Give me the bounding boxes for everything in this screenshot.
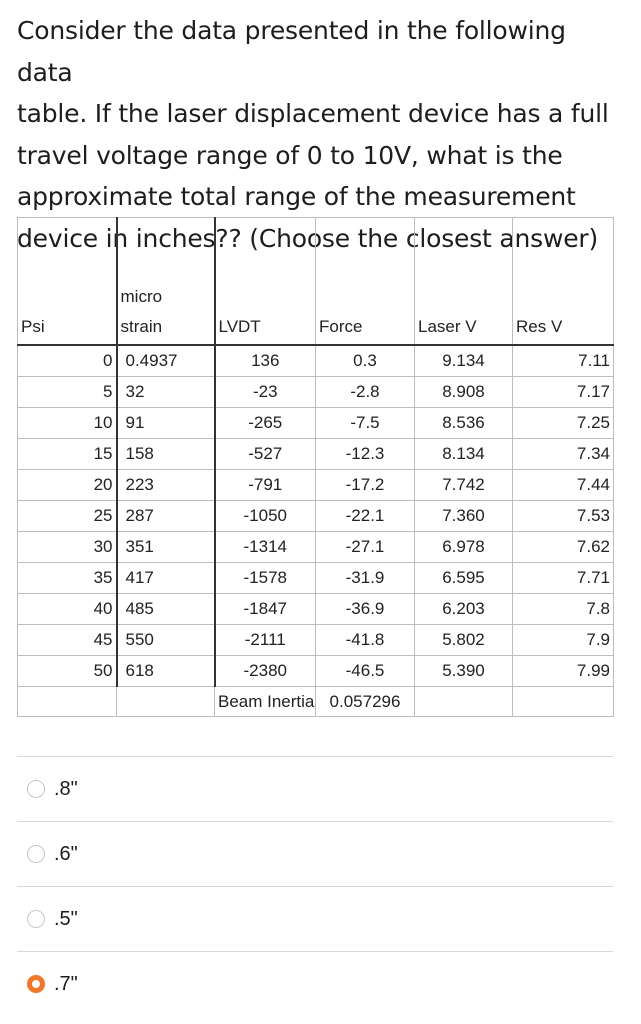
cell-res-v: 7.25 — [513, 408, 614, 439]
cell-lvdt: -1314 — [215, 532, 316, 563]
table-row — [18, 501, 614, 532]
question-line: Consider the data presented in the following data — [17, 16, 566, 87]
cell-force: -31.9 — [316, 563, 415, 594]
answer-option-label: .6" — [54, 842, 78, 865]
cell-lvdt: -2111 — [215, 625, 316, 656]
cell-force: -17.2 — [316, 470, 415, 501]
cell-laser-v: 9.134 — [415, 345, 513, 377]
table-row — [18, 408, 614, 439]
answer-option-label: .5" — [54, 907, 78, 930]
cell-lvdt: -1050 — [215, 501, 316, 532]
header-laser-v: Laser V — [415, 218, 513, 346]
table-row — [18, 470, 614, 501]
cell-laser-v: 6.595 — [415, 563, 513, 594]
cell-microstrain: 351 — [117, 532, 215, 563]
cell-psi: 35 — [18, 563, 117, 594]
table-row — [18, 656, 614, 687]
cell-empty — [415, 687, 513, 717]
beam-inertia-label: Beam Inertia — [215, 687, 316, 717]
cell-laser-v: 5.802 — [415, 625, 513, 656]
cell-microstrain: 618 — [117, 656, 215, 687]
question-line: travel voltage range of 0 to 10V, what is the — [17, 140, 563, 170]
answer-option[interactable] — [17, 821, 613, 886]
cell-microstrain: 485 — [117, 594, 215, 625]
cell-lvdt: -791 — [215, 470, 316, 501]
table-row — [18, 345, 614, 377]
cell-empty — [18, 687, 117, 717]
header-lvdt: LVDT — [215, 218, 316, 346]
header-microstrain-line2: strain — [120, 317, 163, 336]
table-row — [18, 625, 614, 656]
cell-force: -36.9 — [316, 594, 415, 625]
question-line: approximate total range of the measurement — [17, 182, 576, 211]
cell-force: -46.5 — [316, 656, 415, 687]
cell-res-v: 7.53 — [513, 501, 614, 532]
table-footer-row — [18, 687, 614, 717]
answer-option[interactable] — [17, 951, 613, 1016]
cell-microstrain: 158 — [117, 439, 215, 470]
cell-res-v: 7.11 — [513, 345, 614, 377]
radio-button[interactable] — [27, 780, 45, 798]
header-force: Force — [316, 218, 415, 346]
cell-res-v: 7.9 — [513, 625, 614, 656]
table-row — [18, 377, 614, 408]
cell-laser-v: 8.908 — [415, 377, 513, 408]
cell-res-v: 7.44 — [513, 470, 614, 501]
cell-microstrain: 287 — [117, 501, 215, 532]
radio-button[interactable] — [27, 910, 45, 928]
cell-force: -41.8 — [316, 625, 415, 656]
cell-lvdt: -1847 — [215, 594, 316, 625]
cell-lvdt: -527 — [215, 439, 316, 470]
cell-microstrain: 550 — [117, 625, 215, 656]
header-microstrain-line1: micro — [120, 287, 163, 306]
table-row — [18, 532, 614, 563]
radio-selected[interactable] — [27, 975, 45, 993]
cell-laser-v: 5.390 — [415, 656, 513, 687]
cell-psi: 30 — [18, 532, 117, 563]
cell-force: -2.8 — [316, 377, 415, 408]
cell-psi: 50 — [18, 656, 117, 687]
cell-res-v: 7.99 — [513, 656, 614, 687]
answer-option[interactable] — [17, 756, 613, 821]
beam-inertia-value: 0.057296 — [316, 687, 415, 717]
cell-force: 0.3 — [316, 345, 415, 377]
cell-lvdt: -23 — [215, 377, 316, 408]
radio-button[interactable] — [27, 845, 45, 863]
cell-microstrain: 417 — [117, 563, 215, 594]
header-microstrain — [117, 218, 215, 346]
table-row — [18, 439, 614, 470]
cell-res-v: 7.62 — [513, 532, 614, 563]
cell-psi: 15 — [18, 439, 117, 470]
cell-psi: 0 — [18, 345, 117, 377]
cell-lvdt: 136 — [215, 345, 316, 377]
data-table — [17, 217, 614, 717]
cell-psi: 20 — [18, 470, 117, 501]
cell-psi: 5 — [18, 377, 117, 408]
cell-res-v: 7.17 — [513, 377, 614, 408]
table-row — [18, 563, 614, 594]
cell-psi: 10 — [18, 408, 117, 439]
cell-lvdt: -265 — [215, 408, 316, 439]
answer-options — [17, 756, 613, 1016]
cell-res-v: 7.71 — [513, 563, 614, 594]
answer-option-label: .8" — [54, 777, 78, 800]
question-line: table. If the laser displacement device has a full — [17, 99, 609, 128]
cell-force: -12.3 — [316, 439, 415, 470]
table-header-row — [18, 218, 614, 346]
cell-laser-v: 8.536 — [415, 408, 513, 439]
cell-laser-v: 6.978 — [415, 532, 513, 563]
cell-psi: 45 — [18, 625, 117, 656]
table-row — [18, 594, 614, 625]
header-psi: Psi — [18, 218, 117, 346]
cell-res-v: 7.8 — [513, 594, 614, 625]
cell-force: -22.1 — [316, 501, 415, 532]
cell-empty — [513, 687, 614, 717]
cell-microstrain: 91 — [117, 408, 215, 439]
question-line: device in inches?? (Choose the closest answer) — [17, 223, 599, 253]
data-table-image — [17, 217, 613, 714]
cell-force: -27.1 — [316, 532, 415, 563]
cell-lvdt: -2380 — [215, 656, 316, 687]
header-res-v: Res V — [513, 218, 614, 346]
cell-microstrain: 0.4937 — [117, 345, 215, 377]
cell-force: -7.5 — [316, 408, 415, 439]
cell-laser-v: 7.360 — [415, 501, 513, 532]
cell-laser-v: 7.742 — [415, 470, 513, 501]
cell-laser-v: 8.134 — [415, 439, 513, 470]
cell-psi: 25 — [18, 501, 117, 532]
cell-laser-v: 6.203 — [415, 594, 513, 625]
cell-microstrain: 32 — [117, 377, 215, 408]
cell-empty — [117, 687, 215, 717]
answer-option-label: .7" — [54, 972, 78, 995]
answer-option[interactable] — [17, 886, 613, 951]
cell-microstrain: 223 — [117, 470, 215, 501]
cell-lvdt: -1578 — [215, 563, 316, 594]
cell-res-v: 7.34 — [513, 439, 614, 470]
cell-psi: 40 — [18, 594, 117, 625]
